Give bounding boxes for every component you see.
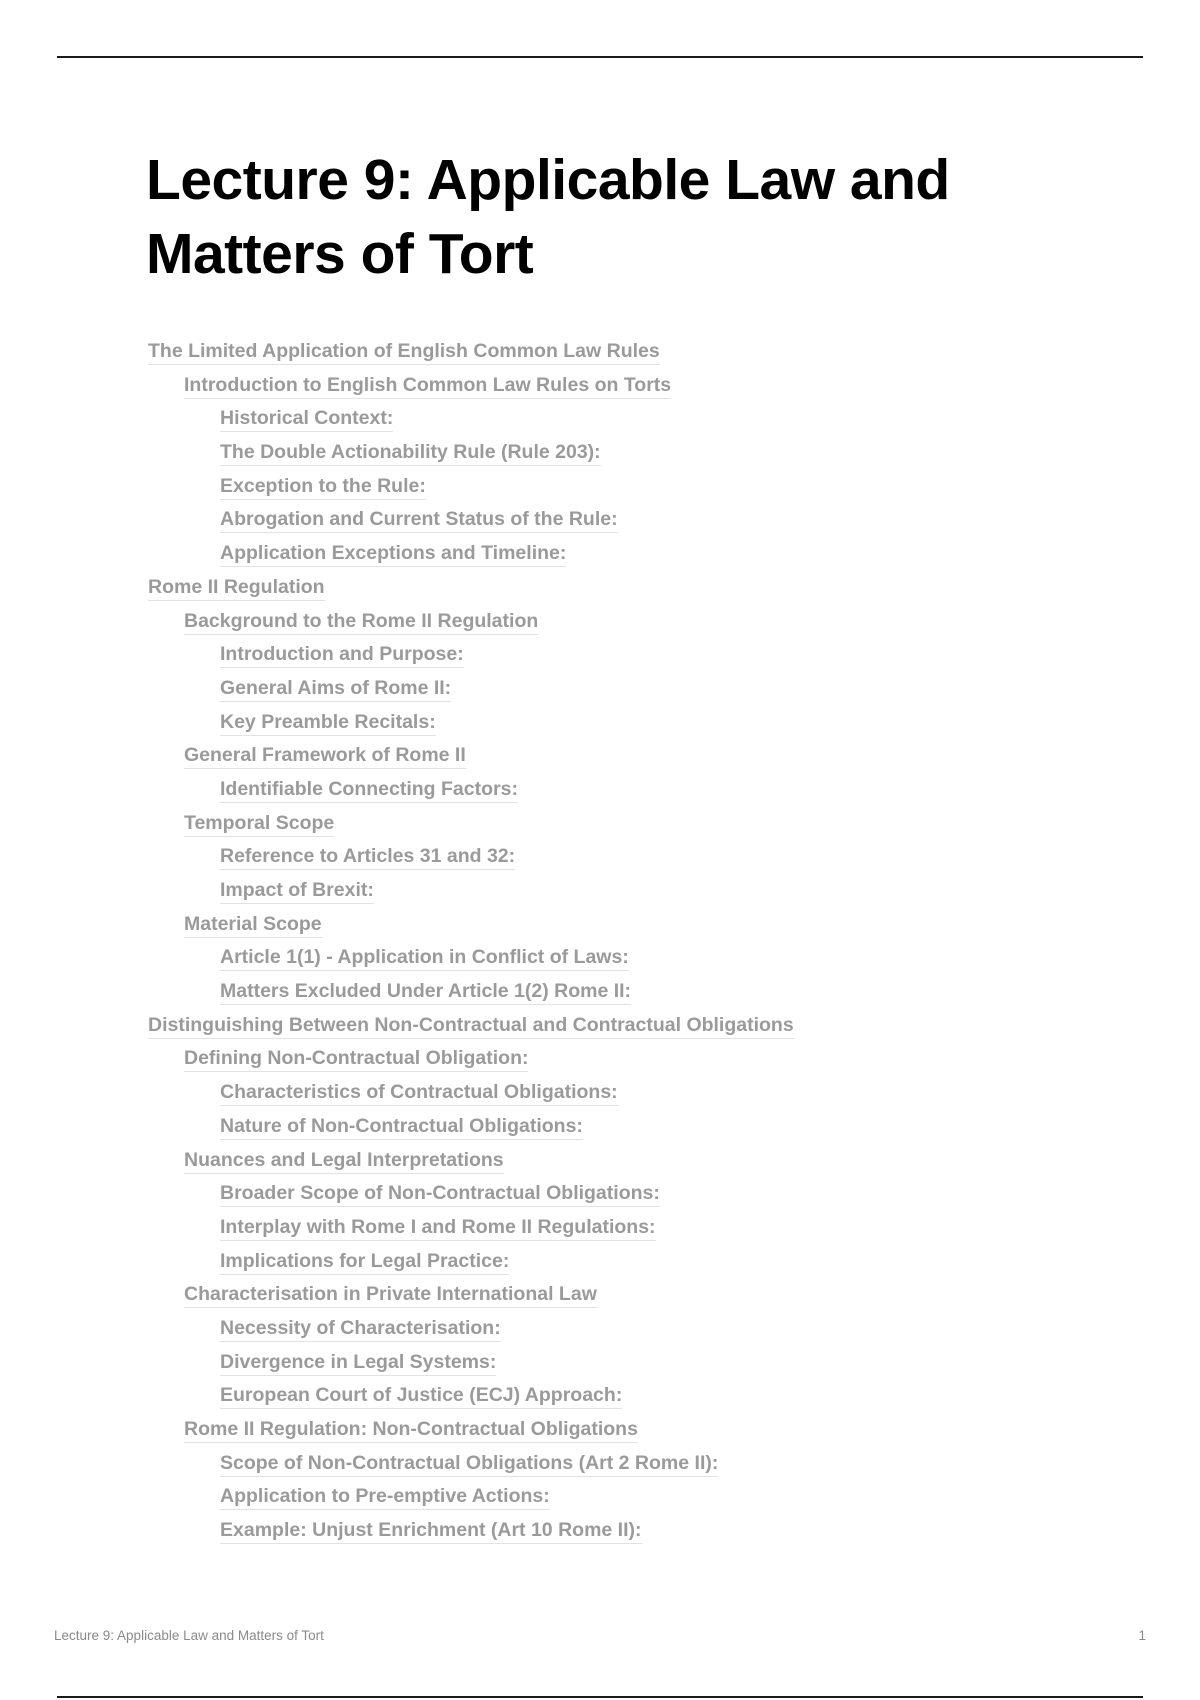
toc-link[interactable]: The Limited Application of English Common Law Rules <box>148 339 660 365</box>
toc-entry <box>148 945 1148 979</box>
toc-link[interactable]: Characterisation in Private International Law <box>184 1282 597 1308</box>
toc-entry <box>148 1282 1148 1316</box>
footer-rule <box>57 1696 1143 1698</box>
toc-link[interactable]: Application to Pre-emptive Actions: <box>220 1484 550 1510</box>
toc-link[interactable]: Interplay with Rome I and Rome II Regulations: <box>220 1215 656 1241</box>
toc-entry <box>148 1451 1148 1485</box>
toc-entry <box>148 1046 1148 1080</box>
toc-link[interactable]: Characteristics of Contractual Obligations: <box>220 1080 618 1106</box>
toc-link[interactable]: Impact of Brexit: <box>220 878 374 904</box>
toc-link[interactable]: General Framework of Rome II <box>184 743 466 769</box>
toc-link[interactable]: Temporal Scope <box>184 811 334 837</box>
document-title: Lecture 9: Applicable Law and Matters of Tort <box>146 148 950 286</box>
toc-entry <box>148 1417 1148 1451</box>
toc-entry <box>148 878 1148 912</box>
toc-entry <box>148 676 1148 710</box>
toc-link[interactable]: Introduction and Purpose: <box>220 642 464 668</box>
toc-entry <box>148 440 1148 474</box>
toc-link[interactable]: Article 1(1) - Application in Conflict of Laws: <box>220 945 629 971</box>
toc-entry <box>148 575 1148 609</box>
toc-link[interactable]: Key Preamble Recitals: <box>220 710 436 736</box>
toc-entry <box>148 1383 1148 1417</box>
toc-link[interactable]: Necessity of Characterisation: <box>220 1316 501 1342</box>
toc-link[interactable]: European Court of Justice (ECJ) Approach: <box>220 1383 622 1409</box>
toc-link[interactable]: Exception to the Rule: <box>220 474 426 500</box>
toc-entry <box>148 844 1148 878</box>
toc-link[interactable]: Nature of Non-Contractual Obligations: <box>220 1114 583 1140</box>
toc-entry <box>148 541 1148 575</box>
toc-link[interactable]: Background to the Rome II Regulation <box>184 609 538 635</box>
toc-entry <box>148 507 1148 541</box>
toc-link[interactable]: Divergence in Legal Systems: <box>220 1350 496 1376</box>
footer-page-number: 1 <box>1138 1628 1146 1643</box>
toc-link[interactable]: Introduction to English Common Law Rules on Torts <box>184 373 671 399</box>
toc-entry <box>148 474 1148 508</box>
toc-link[interactable]: Historical Context: <box>220 406 393 432</box>
toc-entry <box>148 642 1148 676</box>
toc-entry <box>148 1249 1148 1283</box>
toc-entry <box>148 1518 1148 1552</box>
toc-entry <box>148 777 1148 811</box>
toc-entry <box>148 373 1148 407</box>
toc-entry <box>148 1215 1148 1249</box>
toc-entry <box>148 339 1148 373</box>
toc-link[interactable]: Defining Non-Contractual Obligation: <box>184 1046 528 1072</box>
toc-entry <box>148 609 1148 643</box>
toc-link[interactable]: Material Scope <box>184 912 322 938</box>
toc-entry <box>148 979 1148 1013</box>
toc-entry <box>148 1114 1148 1148</box>
table-of-contents <box>148 339 1148 1552</box>
toc-entry <box>148 1181 1148 1215</box>
toc-link[interactable]: Scope of Non-Contractual Obligations (Art 2 Rome II): <box>220 1451 718 1477</box>
toc-link[interactable]: Rome II Regulation: Non-Contractual Obligations <box>184 1417 638 1443</box>
toc-entry <box>148 912 1148 946</box>
toc-entry <box>148 811 1148 845</box>
toc-link[interactable]: Distinguishing Between Non-Contractual and Contractual Obligations <box>148 1013 794 1039</box>
toc-link[interactable]: Implications for Legal Practice: <box>220 1249 509 1275</box>
toc-link[interactable]: Nuances and Legal Interpretations <box>184 1148 504 1174</box>
footer-document-title: Lecture 9: Applicable Law and Matters of Tort <box>54 1628 324 1643</box>
toc-entry <box>148 1316 1148 1350</box>
toc-link[interactable]: Example: Unjust Enrichment (Art 10 Rome II): <box>220 1518 642 1544</box>
toc-link[interactable]: Reference to Articles 31 and 32: <box>220 844 515 870</box>
toc-link[interactable]: Rome II Regulation <box>148 575 325 601</box>
toc-link[interactable]: Abrogation and Current Status of the Rule: <box>220 507 618 533</box>
toc-link[interactable]: General Aims of Rome II: <box>220 676 451 702</box>
toc-entry <box>148 1350 1148 1384</box>
toc-link[interactable]: Identifiable Connecting Factors: <box>220 777 518 803</box>
toc-entry <box>148 1013 1148 1047</box>
toc-entry <box>148 743 1148 777</box>
toc-entry <box>148 406 1148 440</box>
toc-link[interactable]: Broader Scope of Non-Contractual Obligations: <box>220 1181 660 1207</box>
toc-entry <box>148 1080 1148 1114</box>
toc-link[interactable]: Matters Excluded Under Article 1(2) Rome II: <box>220 979 631 1005</box>
toc-link[interactable]: Application Exceptions and Timeline: <box>220 541 566 567</box>
toc-entry <box>148 710 1148 744</box>
toc-entry <box>148 1148 1148 1182</box>
toc-link[interactable]: The Double Actionability Rule (Rule 203): <box>220 440 601 466</box>
toc-entry <box>148 1484 1148 1518</box>
header-rule <box>57 56 1143 58</box>
